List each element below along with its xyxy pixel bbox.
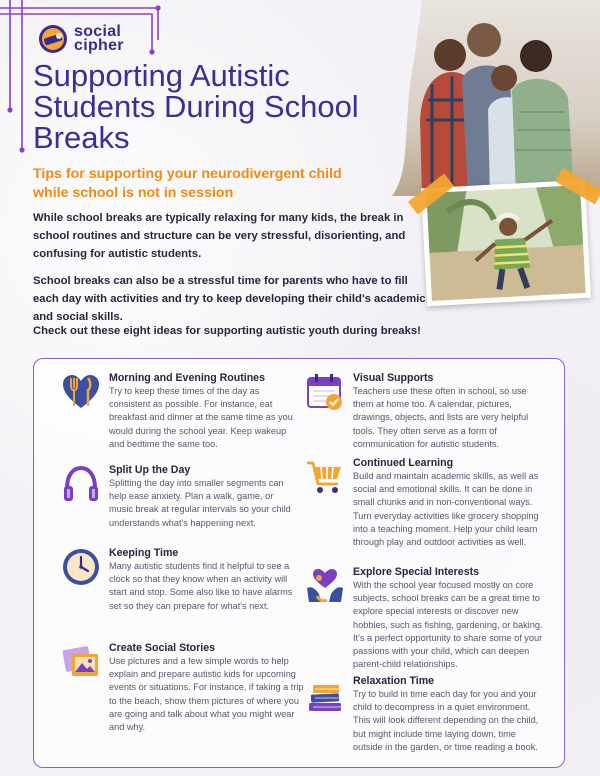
headphones-icon [61, 464, 101, 504]
tip-title: Split Up the Day [109, 464, 191, 476]
tip-text: Try to build in time each day for you and your child to decompress in a quiet environment. This will look different depending on the child, but might include time laying down, time outside in the garden, or time reading a book. [353, 689, 539, 752]
tip-title: Keeping Time [109, 547, 179, 559]
tip-split-up-the-day [61, 464, 301, 534]
tip-text: Splitting the day into smaller segments can help ease anxiety. Plan a walk, game, or music break at regular intervals so your child understands what's happening next. [109, 478, 291, 528]
tip-text: Build and maintain academic skills, as well as social and emotional skills. It can be done in small chunks and in non-conventional ways. Turn everyday activities like grocery shopping into a teaching moment. Help your child learn through play and outdoor activities as well. [353, 471, 539, 548]
tip-text: With the school year focused mostly on core subjects, school breaks can be a great time to explore special interests or discover new hobbies, such as fishing, gardening, or baking. It's a perfect opportunity to share some of your passions with your child, which can deepen parent-child relationships. [353, 580, 543, 670]
shopping-cart-icon [305, 457, 345, 497]
hands-heart-icon [305, 566, 345, 606]
tip-title: Explore Special Interests [353, 566, 480, 578]
child-photo [421, 180, 591, 306]
family-photo [392, 0, 600, 196]
tip-title: Continued Learning [353, 457, 454, 469]
tip-keeping-time [61, 547, 301, 627]
intro-paragraph-3: Check out these eight ideas for supporting autistic youth during breaks! [33, 325, 421, 337]
fork-knife-heart-icon [61, 372, 101, 412]
calendar-icon [305, 372, 345, 412]
intro-paragraph-2: School breaks can also be a stressful time for parents who have to fill each day with activities and try to keep developing their child's academic and social skills. [33, 275, 426, 323]
tip-explore-special-interests [305, 566, 545, 670]
photos-icon [61, 642, 101, 682]
brand-logo[interactable] [38, 24, 124, 54]
brand-name-line1: social [74, 23, 122, 40]
brand-name-line2: cipher [74, 37, 124, 54]
tip-text: Teachers use these often in school, so use them at home too. A calendar, pictures, drawings, objects, and lists are very helpful tools. They often serve as a form of communication for autistic students. [353, 386, 529, 449]
tip-relaxation-time [305, 675, 545, 765]
tip-visual-supports [305, 372, 545, 452]
tip-create-social-stories [61, 642, 311, 742]
intro-paragraph-1: While school breaks are typically relaxing for many kids, the break in school routines and structure can be very stressful, disorienting, and confusing for autistic students. [33, 212, 406, 260]
page-title: Supporting Autistic Students During School Breaks [33, 58, 359, 155]
page-subtitle: Tips for supporting your neurodivergent child while school is not in session [33, 166, 342, 201]
tip-title: Create Social Stories [109, 642, 215, 654]
tip-title: Visual Supports [353, 372, 434, 384]
telescope-logo-icon [38, 24, 68, 54]
tip-text: Try to keep these times of the day as consistent as possible. For instance, eat breakfast and dinner at the same time as you would during the school year. Keep wakeup and bedtime the same too. [109, 386, 293, 449]
books-icon [305, 675, 345, 715]
tip-morning-evening-routines [61, 372, 301, 452]
tip-continued-learning [305, 457, 545, 557]
tips-card [33, 358, 565, 768]
tip-text: Many autistic students find it helpful to see a clock so that they know when an activity will start and stop. Some also like to have alarms set so they can prepare for what's next. [109, 561, 293, 611]
clock-icon [61, 547, 101, 587]
tip-title: Morning and Evening Routines [109, 372, 265, 384]
tip-text: Use pictures and a few simple words to help explain and prepare autistic kids for upcoming events or situations. For instance, if taking a trip to the beach, show them pictures of where you are going and talk about what you might wear and why. [109, 656, 304, 733]
tip-title: Relaxation Time [353, 675, 435, 687]
